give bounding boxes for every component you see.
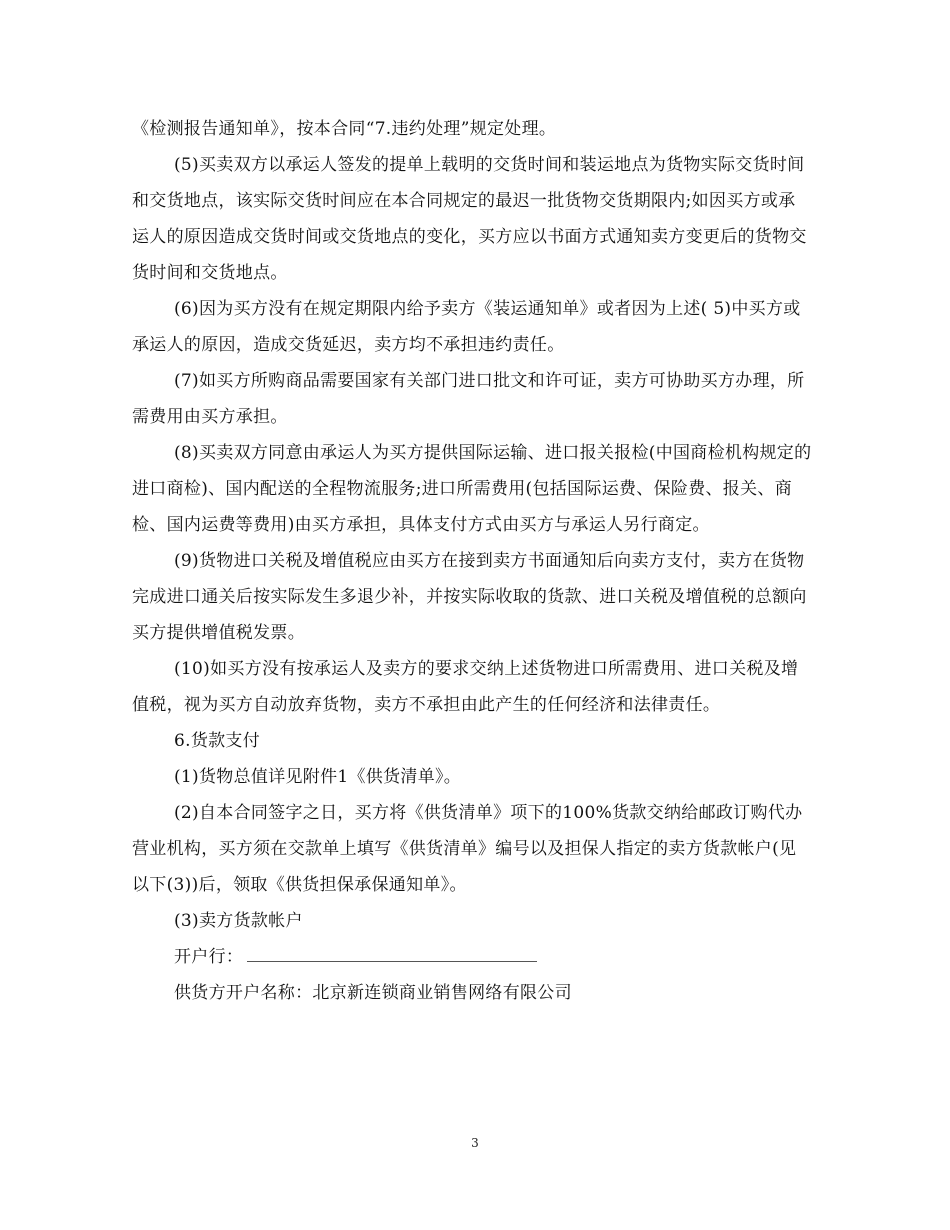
bank-fill-in-line xyxy=(247,943,537,962)
paragraph-clause-7: (7)如买方所购商品需要国家有关部门进口批文和许可证，卖方可协助买方办理，所需费用由买方承担。 xyxy=(132,371,805,427)
paragraph-clause-10: (10)如买方没有按承运人及卖方的要求交纳上述货物进口所需费用、进口关税及增值税，视为买方自动放弃货物，卖方不承担由此产生的任何经济和法律责任。 xyxy=(132,659,799,715)
paragraph-payment-2: (2)自本合同签字之日，买方将《供货清单》项下的100%货款交纳给邮政订购代办营业机构，买方须在交款单上填写《供货清单》编号以及担保人指定的卖方货款帐户(见以下(3))后，领取《供货担保承保通知单》。 xyxy=(132,803,803,895)
paragraph-payment-3: (3)卖方货款帐户 xyxy=(174,911,303,931)
section-heading-payment: 6.货款支付 xyxy=(174,731,261,751)
paragraph-clause-5: (5)买卖双方以承运人签发的提单上载明的交货时间和装运地点为货物实际交货时间和交货地点，该实际交货时间应在本合同规定的最迟一批货物交货期限内;如因买方或承运人的原因造成交货时间或交货地点的变化，买方应以书面方式通知卖方变更后的货物交货时间和交货地点。 xyxy=(132,155,807,283)
paragraph-clause-6: (6)因为买方没有在规定期限内给予卖方《装运通知单》或者因为上述( 5)中买方或承运人的原因，造成交货延迟，卖方均不承担违约责任。 xyxy=(132,299,801,355)
page-number: 3 xyxy=(471,1136,479,1150)
bank-line xyxy=(132,939,812,975)
paragraph-payment-1: (1)货物总值详见附件1《供货清单》。 xyxy=(174,767,462,787)
paragraph-clause-8: (8)买卖双方同意由承运人为买方提供国际运输、进口报关报检(中国商检机构规定的进口商检)、国内配送的全程物流服务;进口所需费用(包括国际运费、保险费、报关、商检、国内运费等费用)由买方承担，具体支付方式由买方与承运人另行商定。 xyxy=(132,443,812,535)
account-name-line: 供货方开户名称：北京新连锁商业销售网络有限公司 xyxy=(174,983,572,1003)
paragraph-continuation: 《检测报告通知单》，按本合同“7.违约处理”规定处理。 xyxy=(132,119,557,139)
paragraph-clause-9: (9)货物进口关税及增值税应由买方在接到卖方书面通知后向卖方支付，卖方在货物完成进口通关后按实际发生多退少补，并按实际收取的货款、进口关税及增值税的总额向买方提供增值税发票。 xyxy=(132,551,807,643)
bank-label: 开户行： xyxy=(174,947,244,967)
document-body xyxy=(132,111,812,1011)
